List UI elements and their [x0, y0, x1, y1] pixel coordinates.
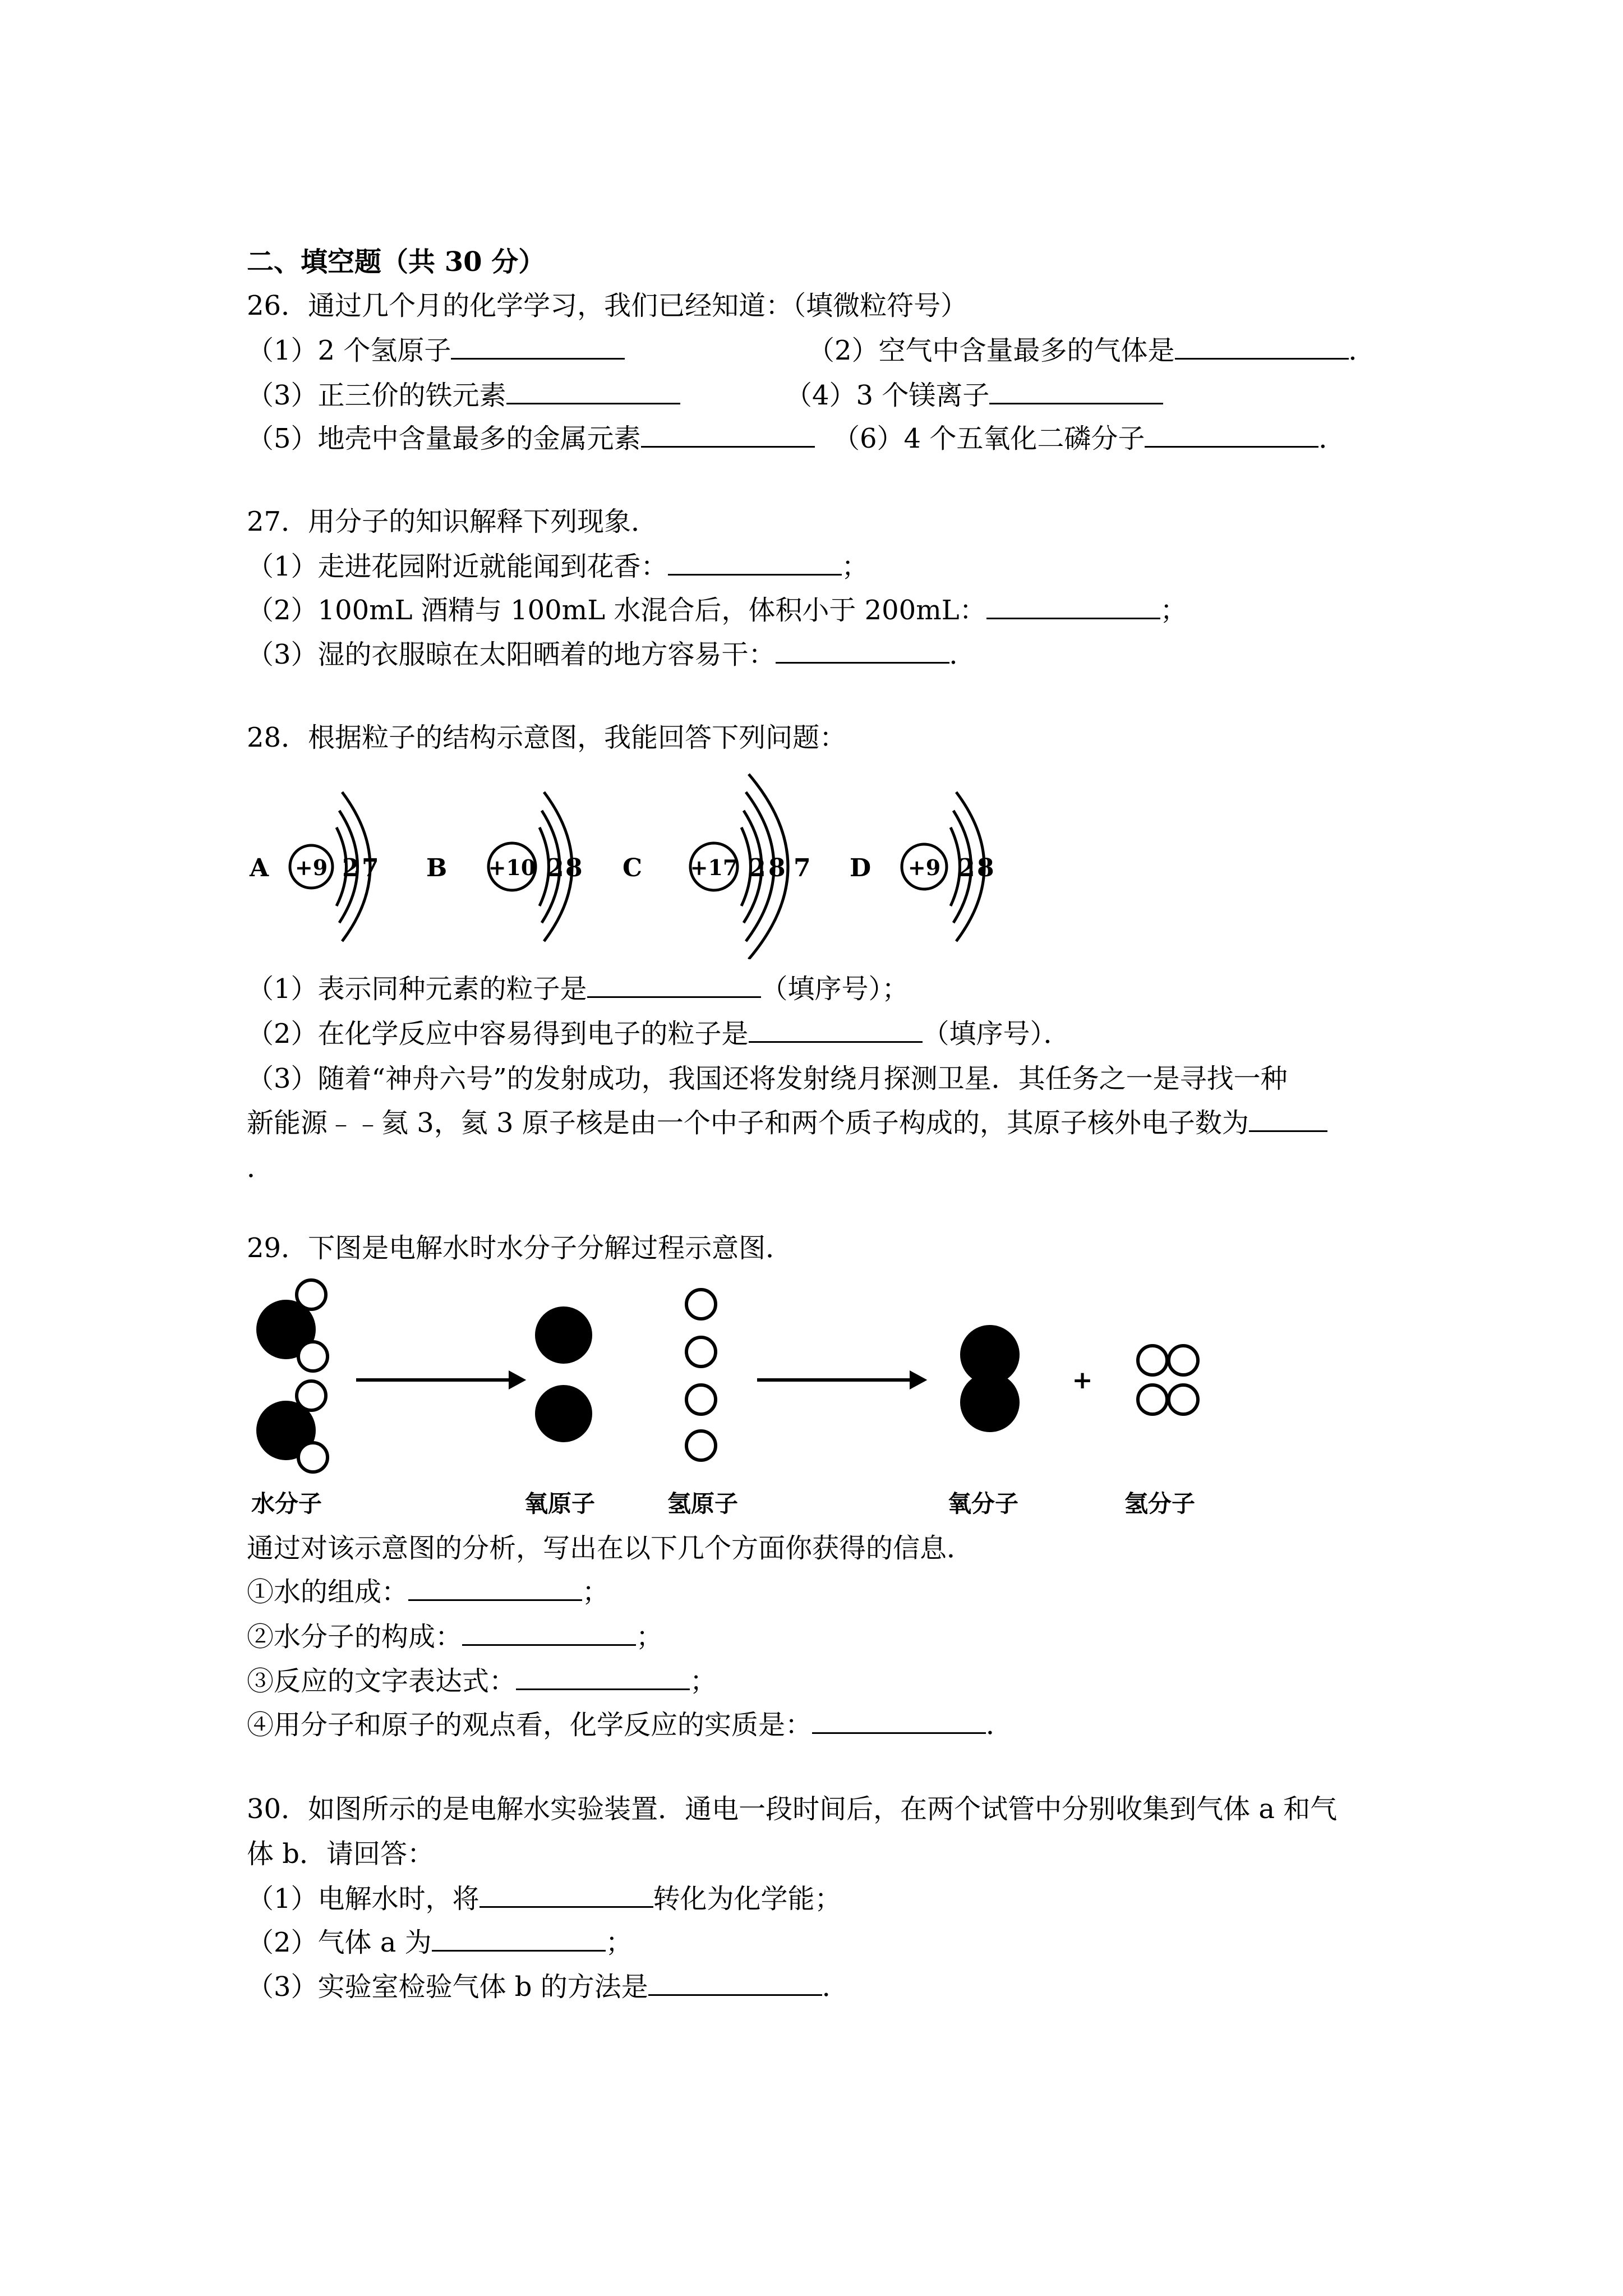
oxygen-atom: [537, 1308, 591, 1362]
q26-item-6: （6）4 个五氧化二磷分子 ．: [833, 423, 1346, 454]
arrow-head: [911, 1373, 924, 1387]
label-hydrogen-molecule: 氢分子: [1124, 1490, 1196, 1517]
answer-blank[interactable]: [516, 1666, 690, 1690]
particle-letter: C: [623, 854, 643, 882]
label-hydrogen-atom: 氢原子: [667, 1490, 739, 1517]
oxygen-atom: [537, 1387, 591, 1441]
nucleus-charge: +10: [488, 855, 536, 880]
q29-item-2: ②水分子的构成： ；: [247, 1621, 663, 1653]
hydrogen-atom: [1169, 1346, 1198, 1375]
q26-stem: 26．通过几个月的化学学习，我们已经知道：（填微粒符号）: [247, 290, 968, 321]
particle-letter: A: [250, 854, 269, 882]
nucleus-charge: +17: [690, 855, 738, 880]
shell-count: 2: [547, 854, 564, 882]
label-oxygen-molecule: 氧分子: [948, 1490, 1019, 1517]
hydrogen-atom: [298, 1443, 328, 1472]
nucleus-charge: +9: [294, 855, 328, 880]
shell-count: 2: [958, 854, 975, 882]
hydrogen-atom: [297, 1381, 326, 1410]
shell-count: 2: [749, 854, 766, 882]
shell-count: 8: [977, 854, 994, 882]
q26-item-4: （4）3 个镁离子: [785, 379, 1163, 412]
hydrogen-atom: [686, 1385, 716, 1414]
q29-item-1: ①水的组成： ；: [247, 1576, 610, 1608]
hydrogen-atom: [686, 1290, 716, 1319]
hydrogen-atom: [686, 1337, 716, 1366]
q30-stem-line2: 体 b．请回答：: [247, 1838, 434, 1870]
q28-item-3-line1: （3）随着“神舟六号”的发射成功，我国还将发射绕月探测卫星．其任务之一是寻找一种: [247, 1063, 1288, 1094]
answer-blank[interactable]: [587, 974, 761, 998]
q26-item-2: （2）空气中含量最多的气体是 ．: [808, 335, 1376, 366]
plus-sign: +: [1072, 1366, 1093, 1395]
label-water-molecule: 水分子: [251, 1490, 322, 1517]
q29-item-4: ④用分子和原子的观点看，化学反应的实质是： ．: [247, 1709, 1013, 1741]
nucleus-charge: +9: [907, 855, 941, 880]
q26-item-3: （3）正三价的铁元素: [247, 379, 680, 412]
answer-blank[interactable]: [1249, 1108, 1327, 1132]
answer-blank[interactable]: [641, 424, 815, 448]
q28-stem: 28．根据粒子的结构示意图，我能回答下列问题：: [247, 722, 847, 753]
shell-count: 7: [362, 854, 379, 882]
arrow-head: [510, 1373, 523, 1387]
q30-item-1: （1）电解水时，将 转化为化学能；: [247, 1883, 842, 1915]
shell-count: 8: [768, 854, 786, 882]
atomic-structure-diagram: [241, 757, 1026, 959]
shell-count: 7: [794, 854, 811, 882]
q27-stem: 27．用分子的知识解释下列现象．: [247, 506, 658, 537]
q28-item-3-end: ．: [247, 1152, 274, 1184]
answer-blank[interactable]: [462, 1622, 636, 1646]
answer-blank[interactable]: [479, 1884, 653, 1908]
q28-item-3-line2: 新能源﹣﹣氦 3，氦 3 原子核是由一个中子和两个质子构成的，其原子核外电子数为: [247, 1106, 1327, 1140]
q28-item-1: （1）表示同种元素的粒子是 （填序号）；: [247, 973, 909, 1005]
shell-count: 8: [565, 854, 583, 882]
shell-count: 2: [342, 854, 359, 882]
q26-item-5: （5）地壳中含量最多的金属元素: [247, 422, 815, 455]
answer-blank[interactable]: [989, 380, 1163, 404]
answer-blank[interactable]: [1145, 424, 1318, 448]
q29-stem: 29．下图是电解水时水分子分解过程示意图．: [247, 1232, 793, 1264]
answer-blank[interactable]: [648, 1972, 822, 1996]
hydrogen-atom: [1138, 1385, 1167, 1414]
q27-item-2: （2）100mL 酒精与 100mL 水混合后，体积小于 200mL： ；: [247, 595, 1187, 626]
hydrogen-atom: [297, 1280, 326, 1309]
hydrogen-atom: [1138, 1346, 1167, 1375]
oxygen-atom: [962, 1374, 1018, 1430]
particle-letter: B: [426, 854, 448, 882]
electrolysis-molecule-diagram: [241, 1273, 1251, 1475]
answer-blank[interactable]: [812, 1710, 986, 1734]
section-title: 二、填空题（共 30 分）: [247, 246, 546, 278]
q30-item-3: （3）实验室检验气体 b 的方法是 ．: [247, 1971, 849, 2003]
particle-letter: D: [850, 854, 872, 882]
q27-item-1: （1）走进花园附近就能闻到花香： ；: [247, 551, 869, 582]
hydrogen-atom: [1169, 1385, 1198, 1414]
q27-item-3: （3）湿的衣服晾在太阳晒着的地方容易干： ．: [247, 639, 976, 670]
q29-item-3: ③反应的文字表达式： ；: [247, 1665, 717, 1697]
answer-blank[interactable]: [986, 595, 1160, 619]
answer-blank[interactable]: [408, 1577, 582, 1601]
answer-blank[interactable]: [749, 1019, 923, 1043]
label-oxygen-atom: 氧原子: [524, 1490, 596, 1517]
answer-blank[interactable]: [668, 551, 842, 576]
answer-blank[interactable]: [776, 639, 949, 664]
answer-blank[interactable]: [451, 335, 625, 360]
hydrogen-atom: [686, 1431, 716, 1460]
answer-blank[interactable]: [1175, 335, 1349, 360]
hydrogen-atom: [298, 1342, 328, 1371]
answer-blank[interactable]: [506, 380, 680, 404]
answer-blank[interactable]: [432, 1927, 606, 1952]
q29-intro: 通过对该示意图的分析，写出在以下几个方面你获得的信息．: [247, 1533, 974, 1564]
q28-item-2: （2）在化学反应中容易得到电子的粒子是 （填序号）．: [247, 1018, 1071, 1050]
q30-stem-line1: 30．如图所示的是电解水实验装置．通电一段时间后，在两个试管中分别收集到气体 a 和气: [247, 1793, 1338, 1825]
q30-item-2: （2）气体 a 为 ；: [247, 1927, 633, 1958]
q26-item-1: （1）2 个氢原子: [247, 334, 625, 367]
